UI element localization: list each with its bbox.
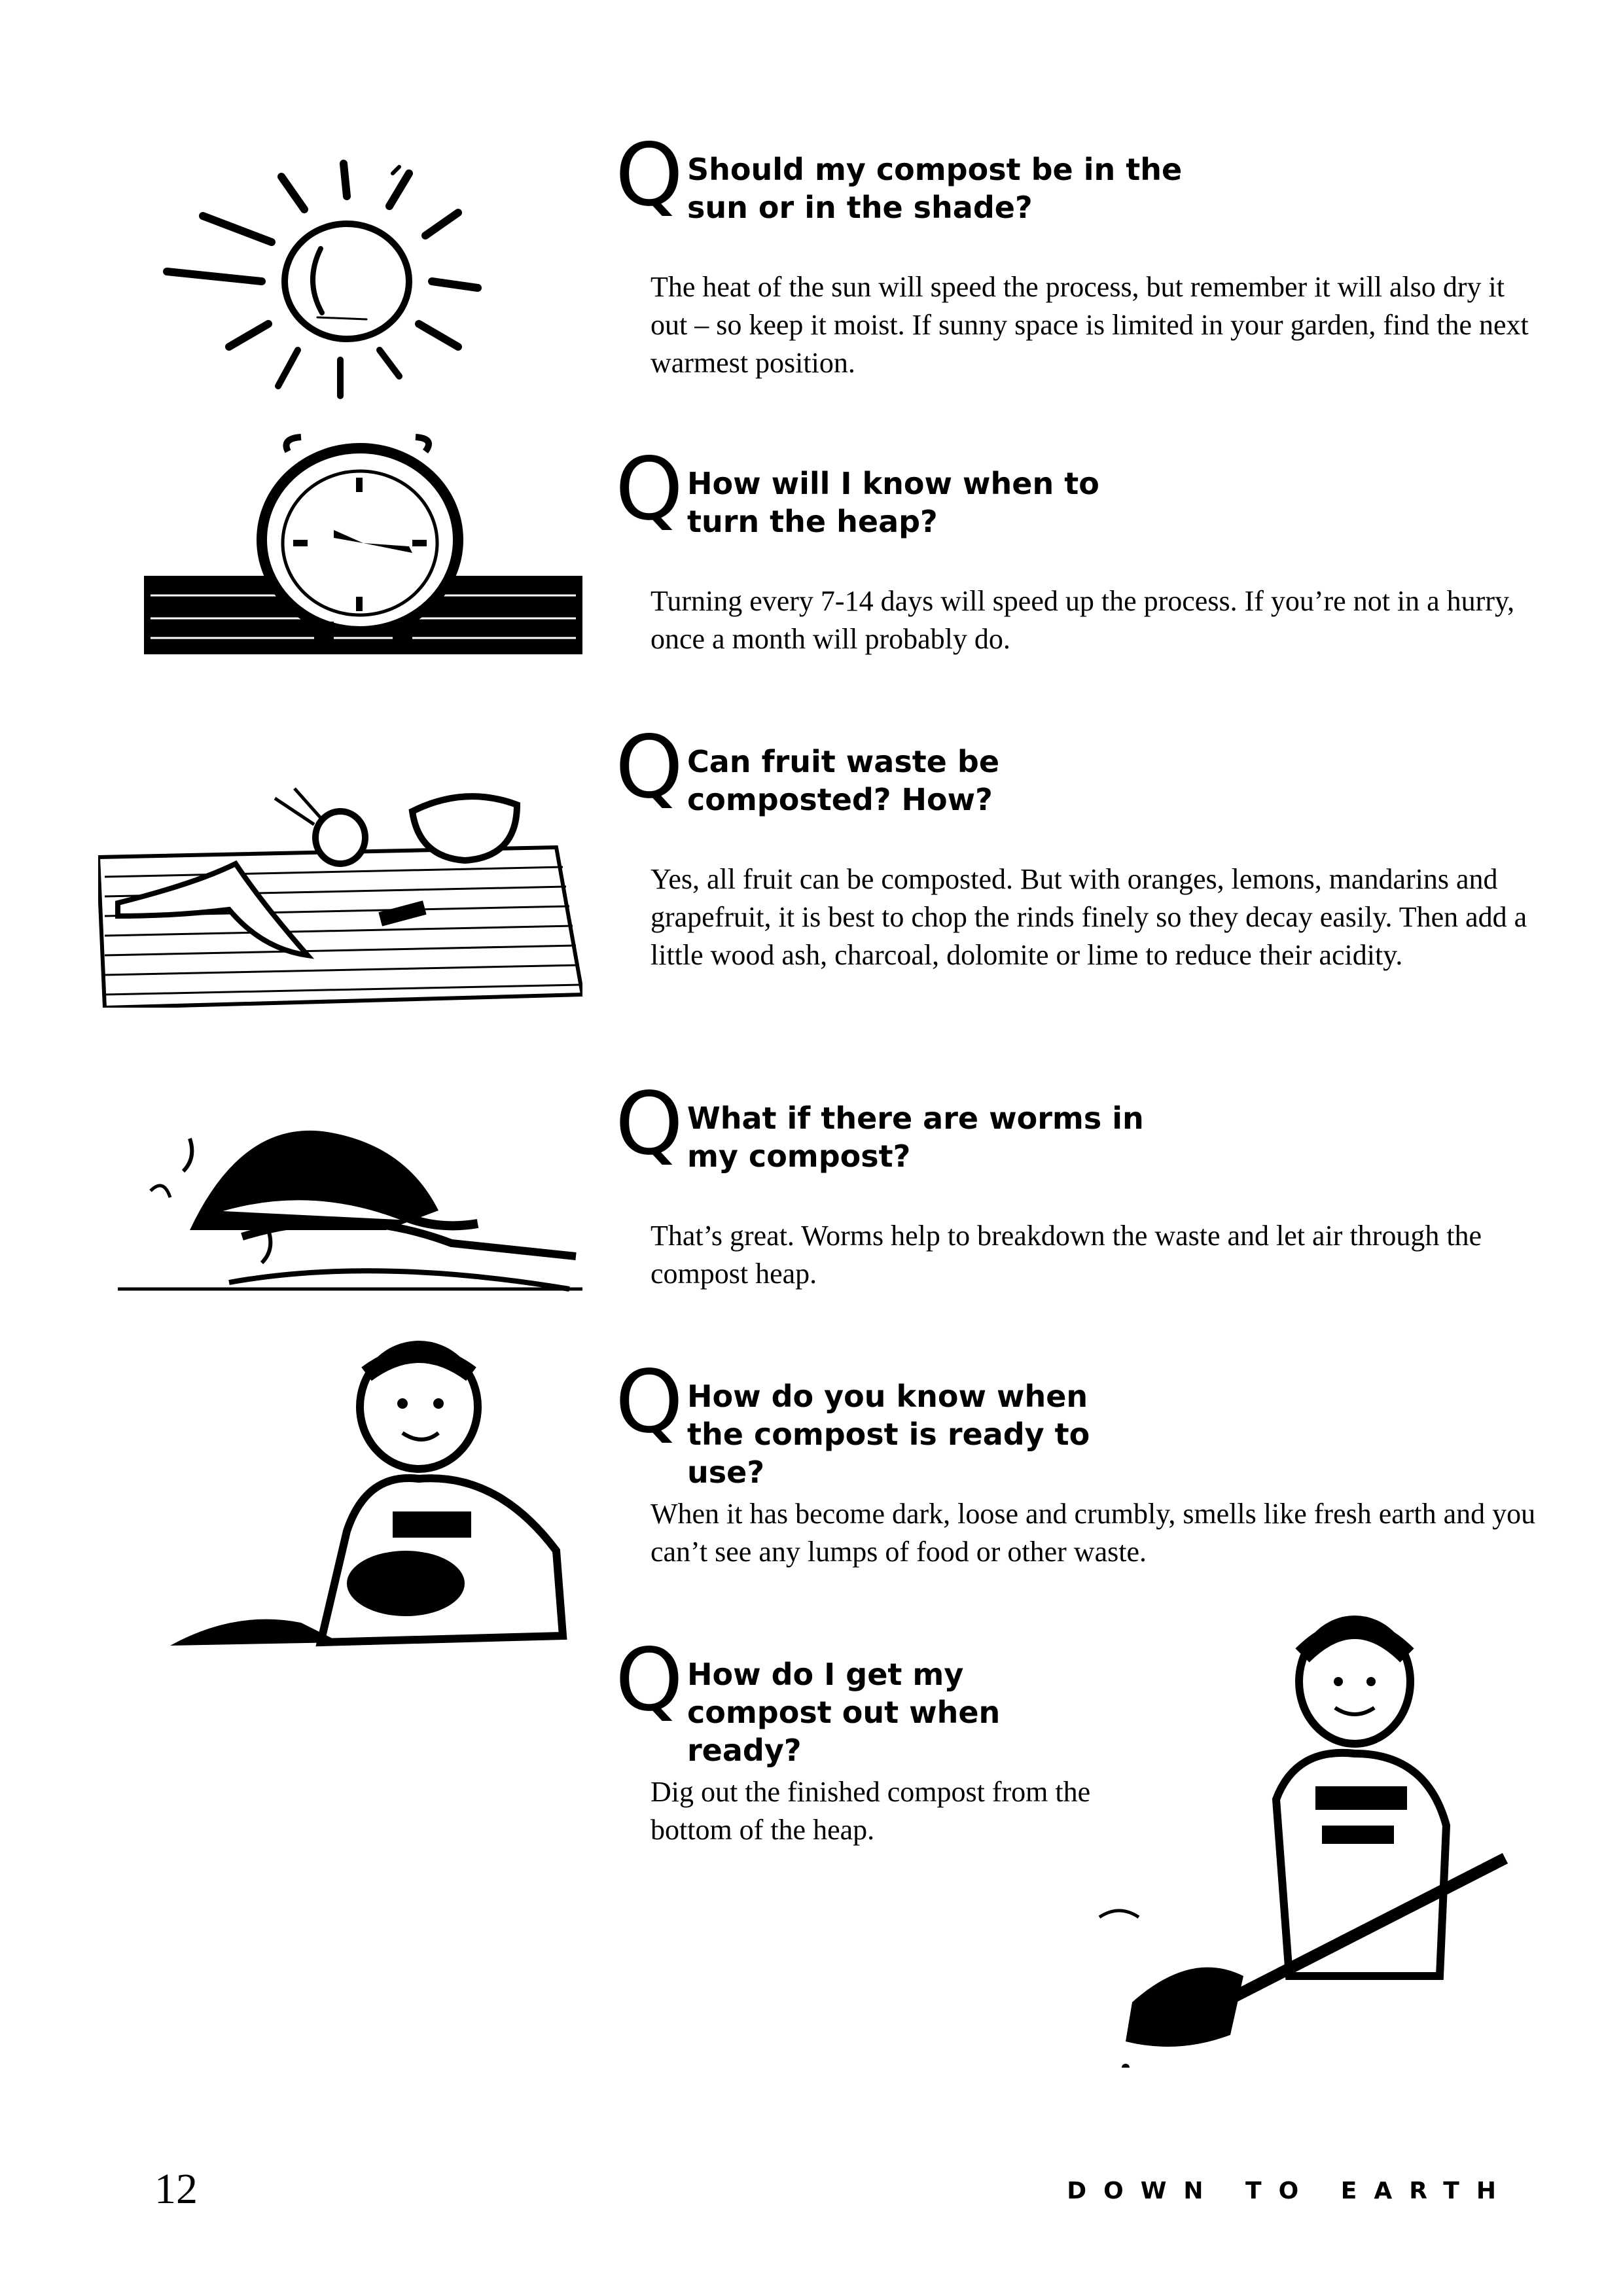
faq-item xyxy=(615,1352,1544,1571)
q-marker: Q xyxy=(615,1352,683,1453)
boy-with-compost-icon xyxy=(170,1335,576,1662)
sun-icon xyxy=(151,150,569,412)
faq-question: Should my compost be in the sun or in the shade? xyxy=(687,152,1183,225)
q-marker: Q xyxy=(615,439,683,540)
faq-answer: The heat of the sun will speed the process, but remember it will also dry it out – so keep it moist. If sunny space is limited in your garden, find the next warmest position. xyxy=(651,271,1529,379)
faq-item xyxy=(615,1074,1544,1293)
faq-item xyxy=(615,439,1544,658)
page-number: 12 xyxy=(154,2165,198,2213)
q-marker: Q xyxy=(615,1630,683,1731)
faq-answer: Dig out the finished compost from the bottom of the heap. xyxy=(651,1776,1091,1846)
faq-question: How do you know when the compost is ready to use? xyxy=(687,1379,1090,1490)
faq-question: Can fruit waste be composted? How? xyxy=(687,744,1000,817)
publication-title: DOWN TO EARTH xyxy=(1067,2178,1513,2204)
faq-answer: Yes, all fruit can be composted. But with oranges, lemons, mandarins and grapefruit, it is best to chop the rinds finely so they decay easily. Then add a little wood ash, charcoal, dolomite or lime to reduce their acidity. xyxy=(651,863,1527,971)
fruit-waste-icon xyxy=(98,785,582,1008)
faq-answer: When it has become dark, loose and crumbly, smells like fresh earth and you can’t see any lumps of food or other waste. xyxy=(651,1498,1536,1568)
worm-heap-icon xyxy=(111,1099,582,1309)
faq-item xyxy=(615,125,1544,382)
q-marker: Q xyxy=(615,1074,683,1174)
faq-question: How will I know when to turn the heap? xyxy=(687,466,1099,539)
faq-question: What if there are worms in my compost? xyxy=(687,1101,1144,1174)
q-marker: Q xyxy=(615,125,683,226)
faq-item xyxy=(615,717,1544,974)
faq-answer: Turning every 7-14 days will speed up the process. If you’re not in a hurry, once a month will probably do. xyxy=(651,585,1515,655)
faq-question: How do I get my compost out when ready? xyxy=(687,1657,1001,1768)
clock-icon xyxy=(137,432,596,667)
q-marker: Q xyxy=(615,717,683,818)
faq-answer: That’s great. Worms help to breakdown the waste and let air through the compost heap. xyxy=(651,1220,1482,1290)
faq-item xyxy=(615,1630,1544,1849)
